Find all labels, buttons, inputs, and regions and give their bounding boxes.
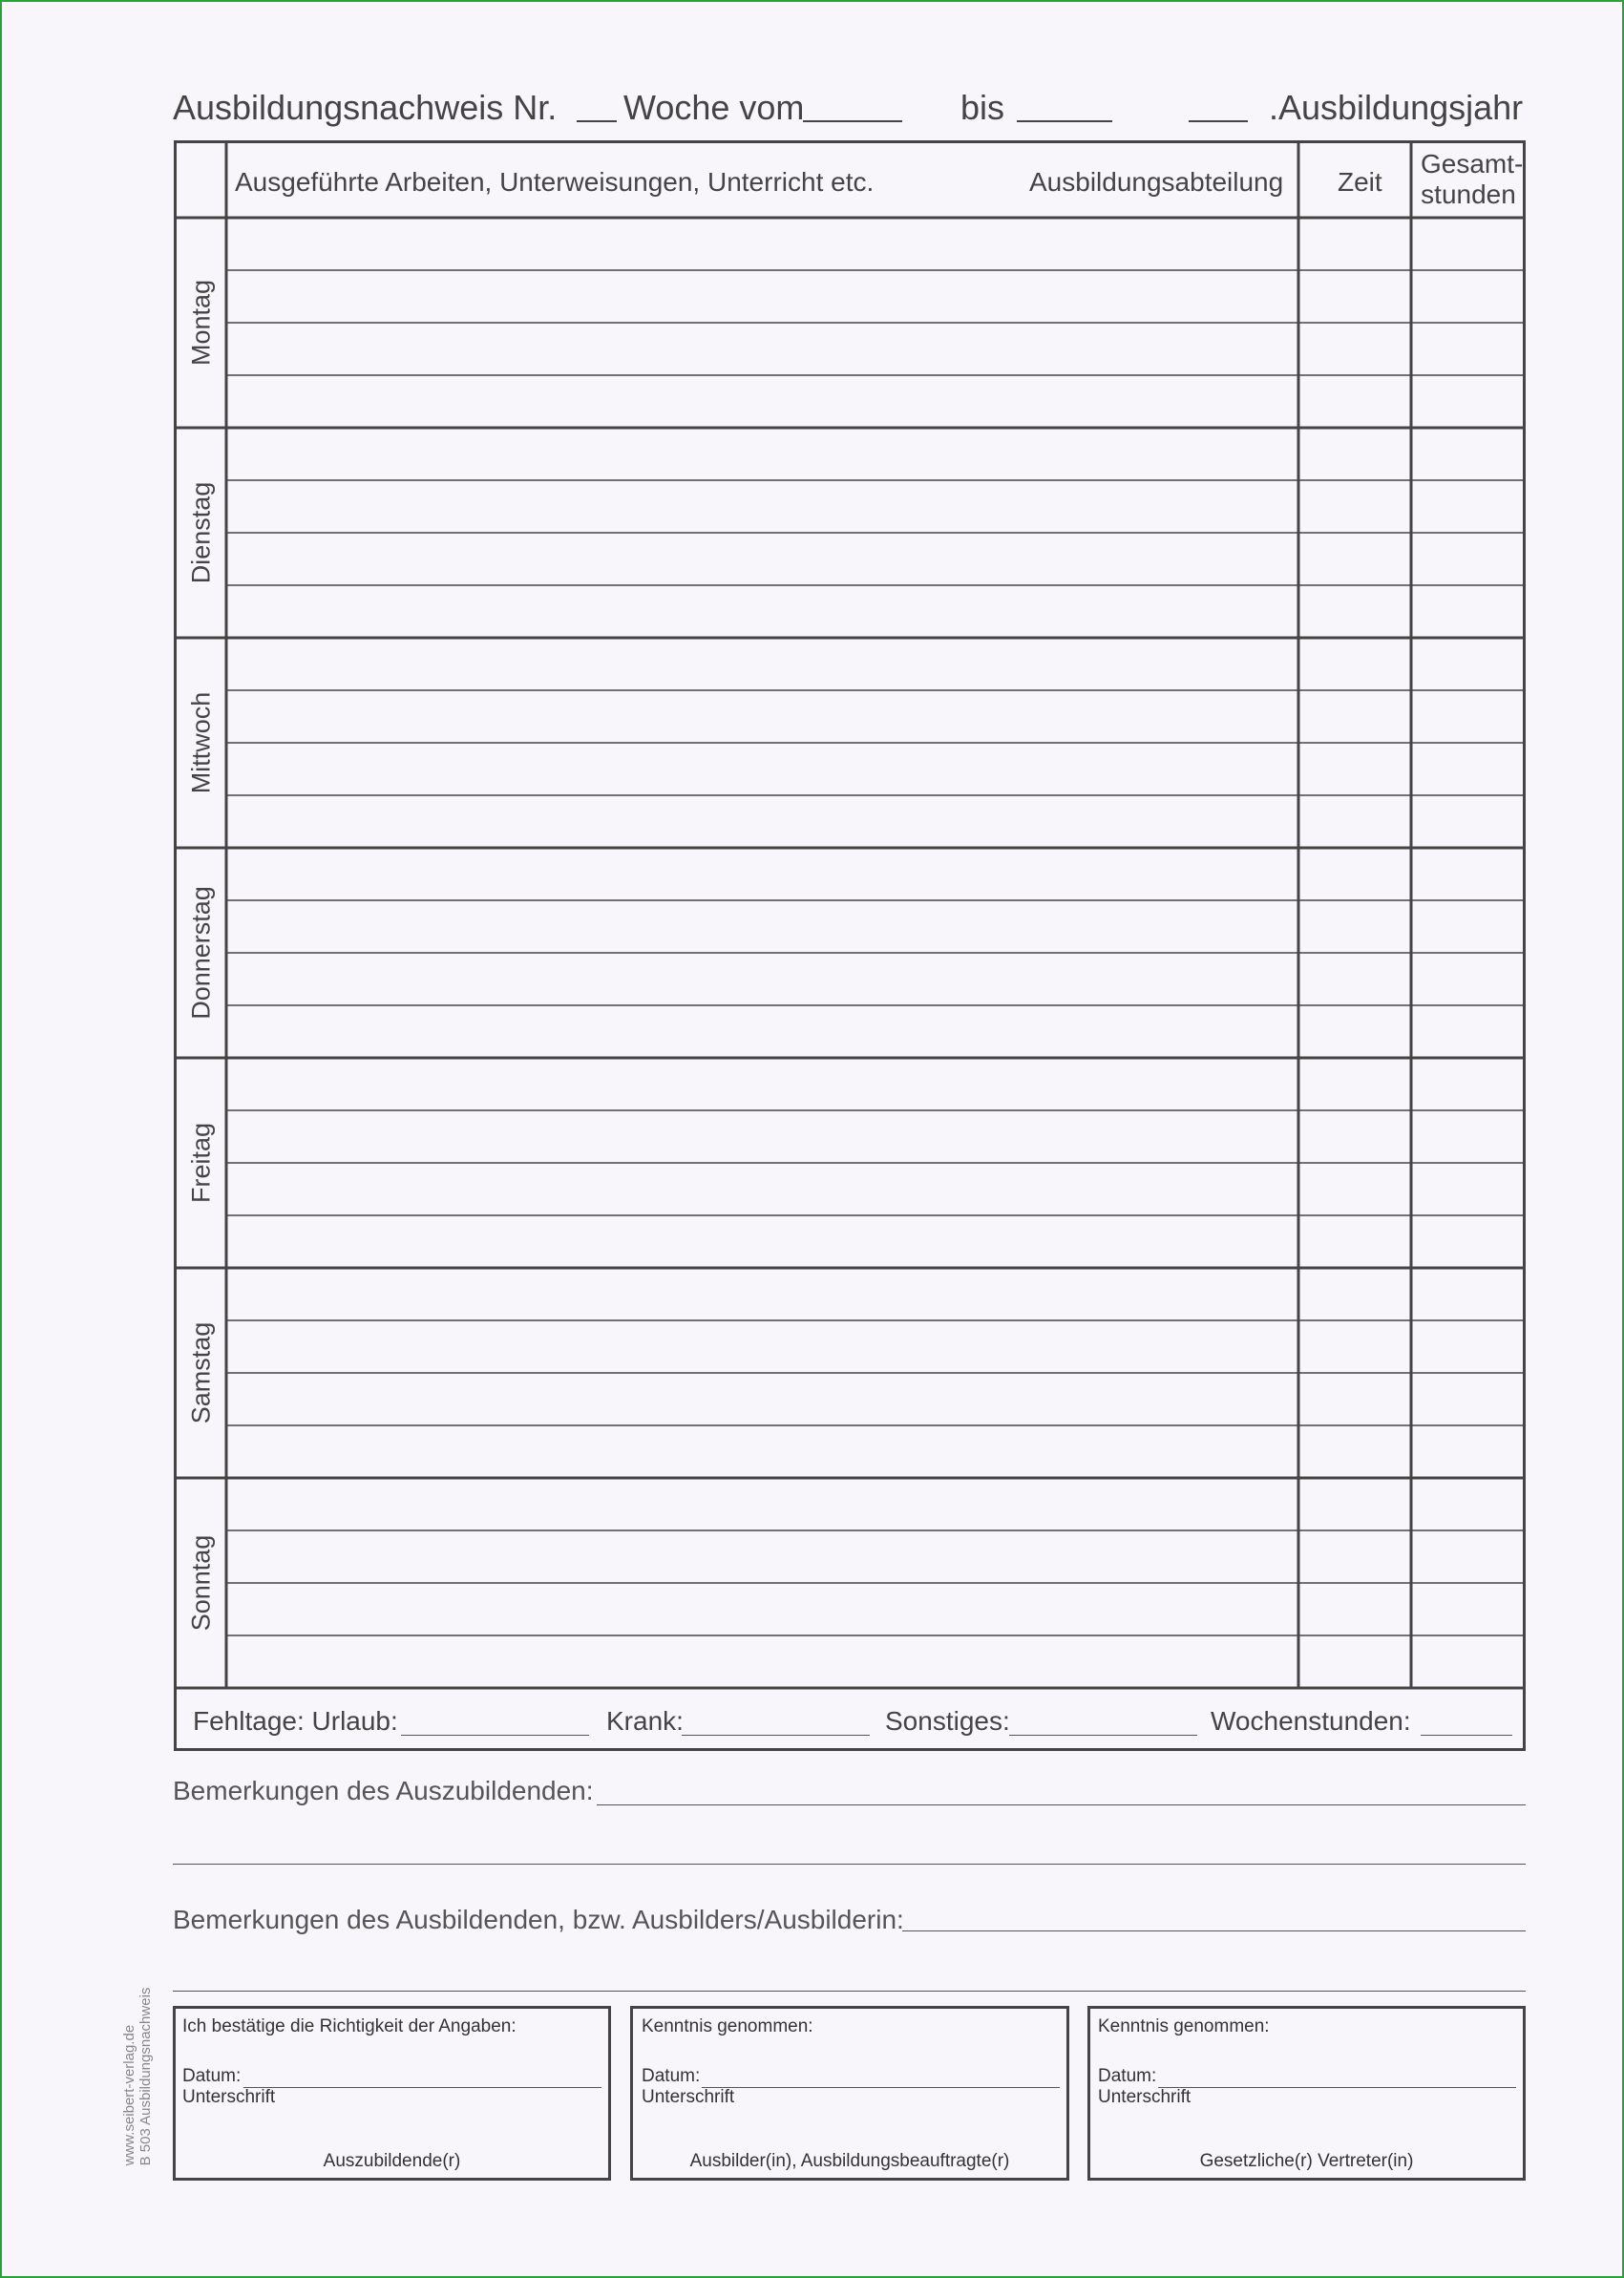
day-label-freitag: Freitag <box>186 1122 216 1204</box>
publisher-product: B 503 Ausbildungsnachweis <box>137 1987 154 2166</box>
signature-role: Auszubildende(r) <box>323 2151 461 2171</box>
header-time: Zeit <box>1338 167 1382 197</box>
vacation-field[interactable] <box>401 1735 589 1736</box>
signature-date-field[interactable] <box>1158 2087 1516 2088</box>
day-label-dienstag: Dienstag <box>186 481 216 584</box>
title-training-year-label: .Ausbildungsjahr <box>1269 88 1524 127</box>
signature-date-label: Datum: <box>182 2066 242 2086</box>
other-absence-field[interactable] <box>1009 1735 1197 1736</box>
signature-box-trainer <box>630 2006 1069 2181</box>
trainee-remarks-label: Bemerkungen des Auszubildenden: <box>173 1776 594 1805</box>
signature-label: Unterschrift <box>1098 2087 1192 2107</box>
weekly-hours-field[interactable] <box>1421 1735 1512 1736</box>
signature-label: Unterschrift <box>182 2087 276 2107</box>
title-week-from-label: Woche vom <box>623 88 805 127</box>
trainee-remarks-line-2[interactable] <box>173 1864 1526 1865</box>
day-label-samstag: Samstag <box>186 1321 216 1424</box>
trainer-remarks-line-1[interactable] <box>902 1930 1526 1931</box>
signature-box-trainee <box>173 2006 611 2181</box>
signature-heading: Ich bestätige die Richtigkeit der Angaben: <box>182 2016 517 2036</box>
signature-label: Unterschrift <box>642 2087 735 2107</box>
header-total-hours-line1: Gesamt- <box>1421 149 1524 179</box>
signature-date-field[interactable] <box>243 2087 601 2088</box>
signature-date-label: Datum: <box>1098 2066 1157 2086</box>
form-title <box>173 88 1529 136</box>
title-until-label: bis <box>960 88 1005 127</box>
signature-date-field[interactable] <box>702 2087 1060 2088</box>
signature-role: Ausbilder(in), Ausbildungsbeauftragte(r) <box>689 2151 1010 2171</box>
day-label-donnerstag: Donnerstag <box>186 886 216 1020</box>
signature-date-label: Datum: <box>642 2066 701 2086</box>
header-department: Ausbildungsabteilung <box>1029 167 1284 197</box>
weekly-hours-label: Wochenstunden: <box>1211 1706 1411 1736</box>
trainee-remarks-line-1[interactable] <box>597 1804 1526 1805</box>
header-total-hours <box>1421 149 1524 210</box>
day-label-sonntag: Sonntag <box>186 1534 216 1632</box>
signature-box-guardian <box>1087 2006 1526 2181</box>
weekly-activity-table <box>174 140 1526 1751</box>
title-report-number-label: Ausbildungsnachweis Nr. <box>173 88 558 127</box>
absence-vacation-label: Fehltage: Urlaub: <box>193 1706 398 1736</box>
header-total-hours-line2: stunden <box>1421 179 1516 209</box>
trainer-remarks-line-2[interactable] <box>173 1991 1526 1992</box>
absence-other-label: Sonstiges: <box>885 1706 1010 1736</box>
publisher-note <box>121 1988 154 2166</box>
day-label-mittwoch: Mittwoch <box>186 691 216 794</box>
signature-heading: Kenntnis genommen: <box>1098 2016 1270 2036</box>
publisher-website: www.seibert-verlag.de <box>121 2024 137 2166</box>
day-label-montag: Montag <box>186 279 216 367</box>
table-grid <box>177 143 1523 1748</box>
absence-row <box>177 1693 1523 1748</box>
sick-field[interactable] <box>682 1735 870 1736</box>
signature-role: Gesetzliche(r) Vertreter(in) <box>1199 2151 1414 2171</box>
trainer-remarks-label: Bemerkungen des Ausbildenden, bzw. Ausbilders/Ausbilderin: <box>173 1905 904 1934</box>
signature-heading: Kenntnis genommen: <box>642 2016 813 2036</box>
header-activities: Ausgeführte Arbeiten, Unterweisungen, Unterricht etc. <box>235 167 875 197</box>
absence-sick-label: Krank: <box>606 1706 684 1736</box>
